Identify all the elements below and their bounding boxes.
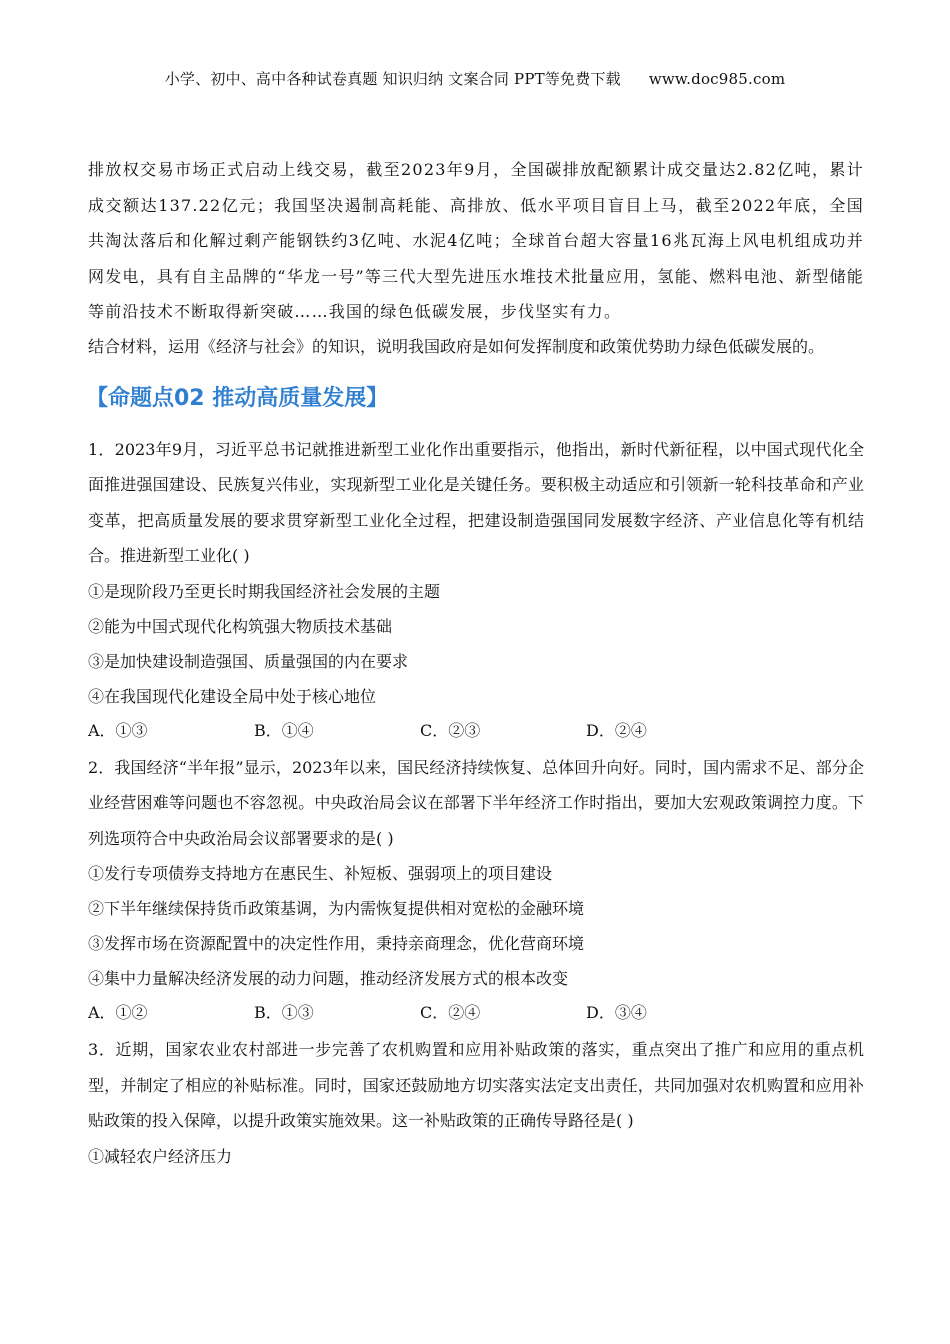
question-option: ①发行专项债券支持地方在惠民生、补短板、强弱项上的项目建设 [88, 864, 553, 883]
question-2 [88, 750, 864, 1031]
choice-b: B．①④ [254, 720, 314, 740]
choice-c: C．②③ [420, 720, 481, 740]
header-site-link[interactable]: www.doc985.com [648, 70, 786, 88]
question-option: ④集中力量解决经济发展的动力问题，推动经济发展方式的根本改变 [88, 969, 569, 988]
answer-choices [88, 996, 864, 1030]
question-option: ②下半年继续保持货币政策基调，为内需恢复提供相对宽松的金融环境 [88, 899, 585, 918]
choice-b: B．①③ [254, 1003, 314, 1022]
section-title: 【命题点02 推动高质量发展】 [86, 385, 389, 411]
question-option: ③是加快建设制造强国、质量强国的内在要求 [88, 651, 409, 671]
question-option: ①是现阶段乃至更长时期我国经济社会发展的主题 [88, 581, 441, 601]
choice-c: C．②④ [420, 1003, 481, 1022]
page-content [88, 152, 864, 1174]
page-header [0, 68, 950, 89]
question-stem: 2．我国经济“半年报”显示，2023年以来，国民经济持续恢复、总体回升向好。同时，国内需求不足、部分企业经营困难等问题也不容忽视。中央政治局会议在部署下半年经济工作时指出，要加大宏观政策调控力度。下列选项符合中央政治局会议部署要求的是( ) [88, 757, 864, 848]
material-question: 结合材料，运用《经济与社会》的知识，说明我国政府是如何发挥制度和政策优势助力绿色低碳发展的。 [88, 336, 825, 356]
question-stem: 3．近期，国家农业农村部进一步完善了农机购置和应用补贴政策的落实，重点突出了推广和应用的重点机型，并制定了相应的补贴标准。同时，国家还鼓励地方切实落实法定支出责任，共同加强对农机购置和应用补贴政策的投入保障，以提升政策实施效果。这一补贴政策的正确传导路径是( ) [88, 1040, 864, 1130]
question-option: ①减轻农户经济压力 [88, 1146, 233, 1166]
header-text: 小学、初中、高中各种试卷真题 知识归纳 文案合同 PPT等免费下载 [164, 70, 621, 88]
answer-choices [88, 714, 864, 748]
question-1 [88, 432, 864, 748]
question-option: ②能为中国式现代化构筑强大物质技术基础 [88, 616, 393, 636]
choice-a: A．①③ [88, 720, 148, 740]
question-option: ④在我国现代化建设全局中处于核心地位 [88, 686, 377, 706]
question-option: ③发挥市场在资源配置中的决定性作用，秉持亲商理念，优化营商环境 [88, 934, 585, 953]
choice-d: D．③④ [586, 1003, 647, 1022]
choice-a: A．①② [88, 1003, 148, 1022]
material-paragraph: 排放权交易市场正式启动上线交易，截至2023年9月，全国碳排放配额累计成交量达2.82亿吨，累计成交额达137.22亿元；我国坚决遏制高耗能、高排放、低水平项目盲目上马，截至2022年底，全国共淘汰落后和化解过剩产能钢铁约3亿吨、水泥4亿吨；全球首台超大容量16兆瓦海上风电机组成功并网发电，具有自主品牌的“华龙一号”等三代大型先进压水堆技术批量应用，氢能、燃料电池、新型储能等前沿技术不断取得新突破……我国的绿色低碳发展，步伐坚实有力。 [88, 160, 864, 321]
choice-d: D．②④ [586, 720, 647, 740]
question-stem: 1．2023年9月，习近平总书记就推进新型工业化作出重要指示，他指出，新时代新征程，以中国式现代化全面推进强国建设、民族复兴伟业，实现新型工业化是关键任务。要积极主动适应和引领新一轮科技革命和产业变革，把高质量发展的要求贯穿新型工业化全过程，把建设制造强国同发展数字经济、产业信息化等有机结合。推进新型工业化( ) [88, 439, 864, 565]
question-3 [88, 1032, 864, 1174]
